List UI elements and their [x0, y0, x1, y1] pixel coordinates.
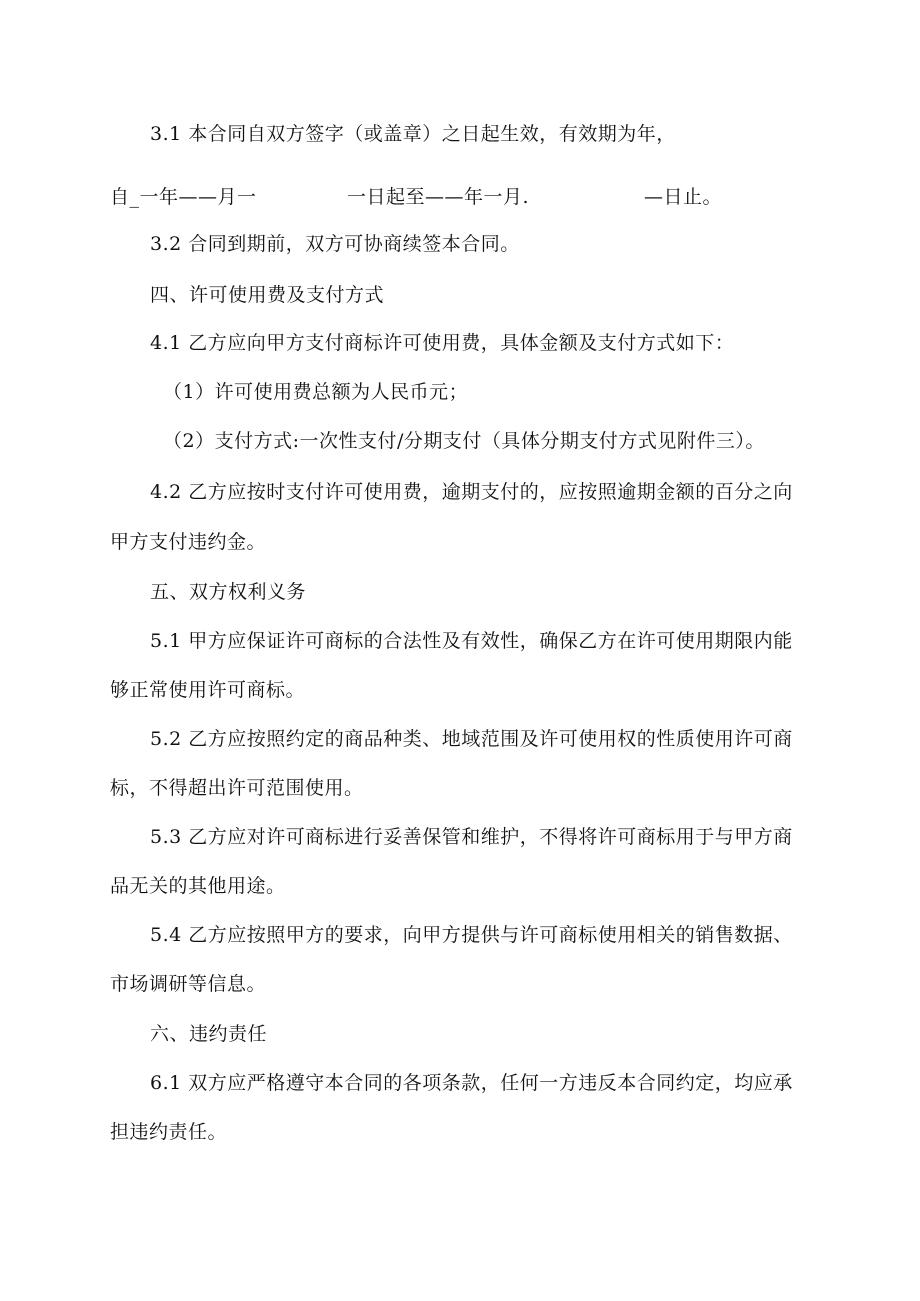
clause-5-2-continued: 标，不得超出许可范围使用。 — [110, 777, 364, 799]
clause-5-4-continued: 市场调研等信息。 — [110, 973, 267, 995]
clause-4-1-item-2: （2）支付方式:一次性支付/分期支付（具体分期支付方式见附件三）。 — [163, 430, 765, 452]
clause-5-3: 5.3 乙方应对许可商标进行妥善保管和维护，不得将许可商标用于与甲方商 — [150, 826, 793, 848]
term-end-date: 一日起至——年一月. — [347, 186, 530, 208]
clause-4-1-item-1: （1）许可使用费总额为人民币元； — [163, 381, 469, 403]
clause-5-4: 5.4 乙方应按照甲方的要求，向甲方提供与许可商标使用相关的销售数据、 — [150, 924, 793, 946]
clause-5-1-continued: 够正常使用许可商标。 — [110, 679, 306, 701]
clause-4-1: 4.1 乙方应向甲方支付商标许可使用费，具体金额及支付方式如下： — [150, 332, 735, 354]
term-end-suffix: —日止。 — [644, 186, 723, 208]
section-heading-5: 五、双方权利义务 — [150, 581, 307, 603]
section-heading-4: 四、许可使用费及支付方式 — [150, 284, 385, 306]
clause-3-1: 3.1 本合同自双方签字（或盖章）之日起生效，有效期为年， — [150, 123, 676, 145]
clause-4-2: 4.2 乙方应按时支付许可使用费，逾期支付的，应按照逾期金额的百分之向 — [150, 481, 793, 503]
clause-4-2-continued: 甲方支付违约金。 — [110, 531, 267, 553]
term-start-date: 自_一年——月一 — [110, 186, 257, 208]
clause-5-2: 5.2 乙方应按照约定的商品种类、地域范围及许可使用权的性质使用许可商 — [150, 728, 793, 750]
clause-6-1-continued: 担违约责任。 — [110, 1121, 228, 1143]
clause-5-3-continued: 品无关的其他用途。 — [110, 875, 286, 897]
clause-5-1: 5.1 甲方应保证许可商标的合法性及有效性，确保乙方在许可使用期限内能 — [150, 630, 793, 652]
clause-3-2: 3.2 合同到期前，双方可协商续签本合同。 — [150, 233, 520, 255]
clause-6-1: 6.1 双方应严格遵守本合同的各项条款，任何一方违反本合同约定，均应承 — [150, 1072, 793, 1094]
section-heading-6: 六、违约责任 — [150, 1023, 268, 1045]
